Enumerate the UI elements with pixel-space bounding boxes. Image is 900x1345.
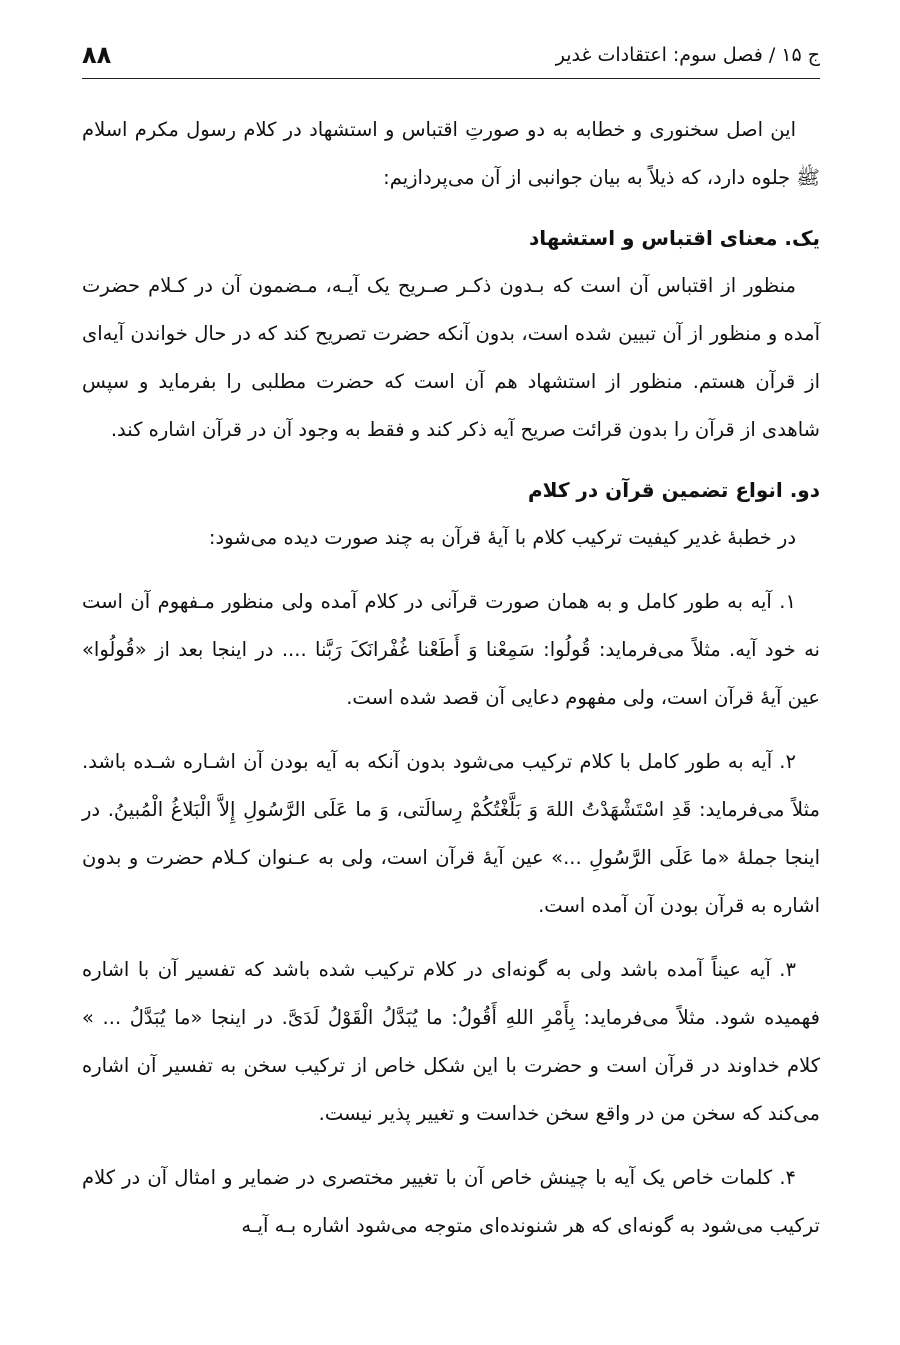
section-heading-types: دو. انواع تضمین قرآن در کلام (527, 478, 820, 502)
list-item-type-3: ۳. آیه عیناً آمده باشد ولی به گونه‌ای در کلام ترکیب شده باشد که تفسیر آن با اشاره فهمیده شود. مثلاً می‌فرماید: بِأَمْرِ اللهِ أَقُولُ: ما یُبَدَّلُ الْقَوْلُ لَدَیَّ. در اینجا «ما یُبَدَّلُ ... » کلام خداوند در قرآن است و حضرت با این شکل خاص از ترکیب سخن به تفسیر آن اشاره می‌کند که سخن من در واقع سخن خداست و تغییر پذیر نیست. (82, 958, 820, 1125)
page-number: ۸۸ (82, 41, 112, 69)
header-divider (82, 78, 820, 79)
list-item-type-1: ۱. آیه به طور کامل و به همان صورت قرآنی در کلام آمده ولی منظور مـفهوم آن است نه خود آیه. مثلاً می‌فرماید: قُولُوا: سَمِعْنا وَ أَطَعْنا غُفْرانَکَ رَبَّنا .... در اینجا بعد از «قُولُوا» عین آیهٔ قرآن است، ولی مفهوم دعایی آن قصد شده است. (82, 590, 820, 709)
definition-paragraph: منظور از اقتباس آن است که بـدون ذکـر صـریح یک آیـه، مـضمون آن در کـلام حضرت آمده و منظور از آن تبیین شده است، بدون آنکه حضرت تصریح کند که در حال خواندن آیه‌ای از قرآن هستم. منظور از استشهاد هم آن است که حضرت مطلبی را بفرماید و سپس شاهدی از قرآن را بدون قرائت صریح آیه ذکر کند و فقط به وجود آن در قرآن اشاره کند. (82, 274, 820, 441)
running-header (82, 38, 820, 72)
running-title: ج ۱۵ / فصل سوم: اعتقادات غدیر (555, 44, 820, 66)
list-item-type-2: ۲. آیه به طور کامل با کلام ترکیب می‌شود بدون آنکه به آیه بودن آن اشـاره شـده باشد. مثلاً می‌فرماید: قَدِ اسْتَشْهَدْتُ اللهَ وَ بَلَّغْتُکُمْ رِسالَتی، وَ ما عَلَی الرَّسُولِ إِلاَّ الْبَلاغُ الْمُبینُ. در اینجا جملهٔ «ما عَلَی الرَّسُولِ ...» عین آیهٔ قرآن است، ولی به عـنوان کـلام حضرت و بدون اشاره به قرآن بودن آن آمده است. (82, 750, 820, 917)
types-intro-paragraph: در خطبهٔ غدیر کیفیت ترکیب کلام با آیهٔ قرآن به چند صورت دیده می‌شود: (208, 526, 796, 549)
list-item-type-4: ۴. کلمات خاص یک آیه با چینش خاص آن با تغییر مختصری در ضمایر و امثال آن در کلام ترکیب می‌شود به گونه‌ای که هر شنونده‌ای متوجه می‌شود اشاره بـه آیـه (82, 1166, 820, 1237)
intro-paragraph: این اصل سخنوری و خطابه به دو صورتِ اقتباس و استشهاد در کلام رسول مکرم اسلام ﷺ جلوه دارد، که ذیلاً به بیان جوانبی از آن می‌پردازیم: (82, 118, 820, 189)
page-body (82, 106, 820, 1250)
section-heading-meaning: یک. معنای اقتباس و استشهاد (529, 226, 820, 250)
